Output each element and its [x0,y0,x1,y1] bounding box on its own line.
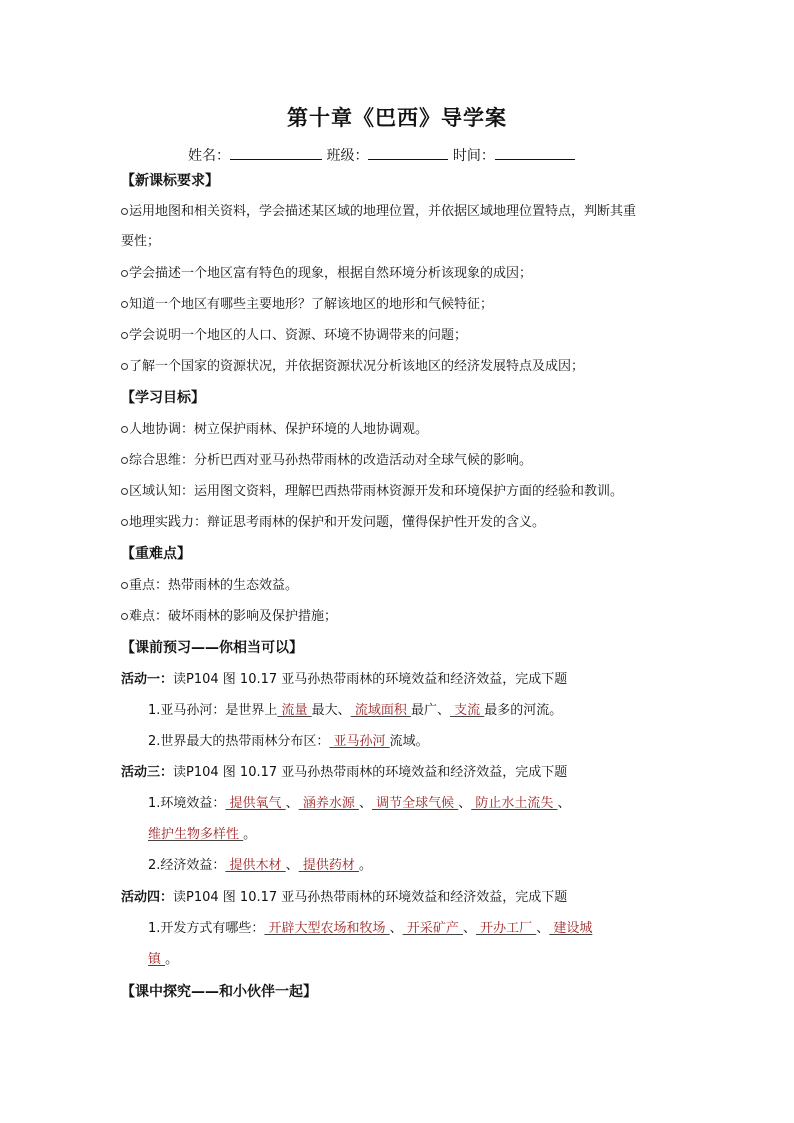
goal-item: 综合思维：分析巴西对亚马孙热带雨林的改造活动对全球气候的影响。 [121,452,532,470]
answer-blank[interactable]: 镇 [148,952,166,967]
activity-4-question-1: 1.开发方式有哪些： 开辟大型农场和牧场 、 开采矿产 、 开办工厂 、 建设城 [148,921,593,936]
answer-blank[interactable]: 防止水土流失 [471,796,558,811]
requirement-item: 学会描述一个地区富有特色的现象，根据自然环境分析该现象的成因； [121,265,532,283]
goal-item: 人地协调：树立保护雨林、保护环境的人地协调观。 [121,421,428,439]
requirement-item-continued: 要性； [121,234,161,249]
answer-blank[interactable]: 涵养水源 [298,796,359,811]
answer-blank[interactable]: 开辟大型农场和牧场 [264,921,390,936]
requirement-item: 学会说明一个地区的人口、资源、环境不协调带来的问题； [121,327,467,345]
section-requirements-heading: 【新课标要求】 [121,173,219,189]
bullet-icon [121,577,129,595]
bullet-icon [121,358,129,376]
requirement-item: 运用地图和相关资料，学会描述某区域的地理位置，并依据区域地理位置特点，判断其重 [121,203,636,221]
bullet-icon [121,514,129,532]
activity-3-question-1-continued: 维护生物多样性 。 [148,827,257,842]
bullet-icon [121,483,129,501]
activity-4-header: 活动四：读P104 图 10.17 亚马孙热带雨林的环境效益和经济效益，完成下题 [121,890,568,905]
requirement-item: 了解一个国家的资源状况，并依据资源状况分析该地区的经济发展特点及成因； [121,358,584,376]
answer-blank[interactable]: 提供氧气 [225,796,286,811]
section-goals-heading: 【学习目标】 [121,390,205,406]
answer-blank[interactable]: 开办工厂 [475,921,537,936]
answer-blank[interactable]: 提供木材 [225,858,286,873]
section-exploration-heading: 【课中探究——和小伙伴一起】 [121,984,317,1000]
name-label: 姓名： [188,148,230,164]
goal-item: 地理实践力：辩证思考雨林的保护和开发问题，懂得保护性开发的含义。 [121,514,545,532]
keypoint-item: 重点：热带雨林的生态效益。 [121,577,298,595]
answer-blank[interactable]: 流量 [277,703,312,718]
section-keypoints-heading: 【重难点】 [121,546,191,562]
keypoint-item: 难点：破坏雨林的影响及保护措施； [121,608,337,626]
bullet-icon [121,265,129,283]
bullet-icon [121,296,129,314]
time-blank[interactable] [495,145,575,160]
document-title: 第十章《巴西》导学案 [287,105,507,130]
activity-1-question-1: 1.亚马孙河：是世界上 流量 最大、 流域面积 最广、 支流 最多的河流。 [148,703,563,718]
answer-blank[interactable]: 维护生物多样性 [148,827,244,842]
answer-blank[interactable]: 亚马孙河 [329,734,390,749]
activity-4-question-1-continued: 镇 。 [148,952,179,967]
bullet-icon [121,452,129,470]
bullet-icon [121,327,129,345]
activity-3-question-1: 1.环境效益： 提供氧气 、 涵养水源 、 调节全球气候 、 防止水土流失 、 [148,796,571,811]
section-preview-heading: 【课前预习——你相当可以】 [121,640,303,656]
requirement-item: 知道一个地区有哪些主要地形？了解该地区的地形和气候特征； [121,296,493,314]
answer-blank[interactable]: 建设城 [549,921,593,936]
goal-item: 区域认知：运用图文资料，理解巴西热带雨林资源开发和环境保护方面的经验和教训。 [121,483,623,501]
answer-blank[interactable]: 流域面积 [350,703,411,718]
activity-1-question-2: 2.世界最大的热带雨林分布区： 亚马孙河 流域。 [148,734,429,749]
class-blank[interactable] [368,145,448,160]
bullet-icon [121,421,129,439]
bullet-icon [121,608,129,626]
answer-blank[interactable]: 支流 [449,703,485,718]
activity-1-header: 活动一：读P104 图 10.17 亚马孙热带雨林的环境效益和经济效益，完成下题 [121,672,568,687]
activity-3-header: 活动三：读P104 图 10.17 亚马孙热带雨林的环境效益和经济效益，完成下题 [121,765,568,780]
class-label: 班级： [326,148,369,164]
student-info-row [188,145,575,165]
answer-blank[interactable]: 开采矿产 [402,921,463,936]
bullet-icon [121,203,129,221]
activity-3-question-2: 2.经济效益： 提供木材 、 提供药材 。 [148,858,372,873]
time-label: 时间： [452,148,495,164]
name-blank[interactable] [230,145,322,160]
answer-blank[interactable]: 提供药材 [298,858,359,873]
answer-blank[interactable]: 调节全球气候 [371,796,459,811]
